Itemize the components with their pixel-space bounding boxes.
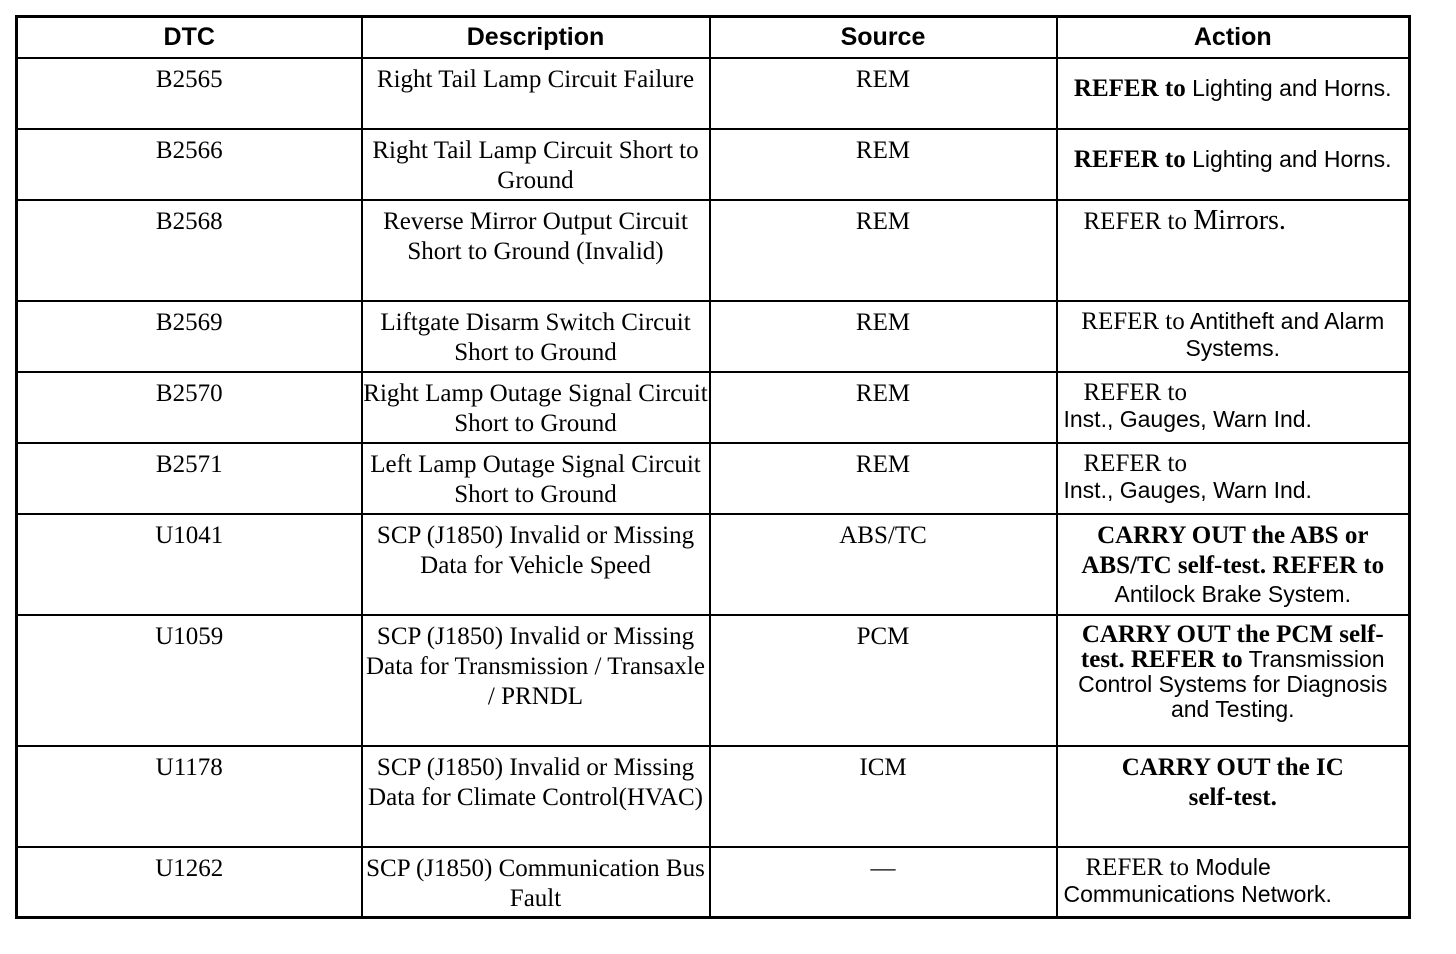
action-prefix: REFER to (1073, 74, 1186, 102)
action-reference: Transmission Control Systems for Diagnosis and Testing. (1078, 645, 1388, 722)
table-row (17, 443, 1410, 514)
dtc-cell (17, 847, 362, 918)
action-cell (1057, 200, 1410, 301)
dtc-source: ICM (859, 753, 907, 781)
table-row (17, 615, 1410, 746)
dtc-action (1062, 377, 1405, 433)
dtc-action (1062, 134, 1405, 173)
action-reference: Antitheft and Alarm Systems. (1185, 307, 1385, 361)
action-cell (1057, 129, 1410, 200)
dtc-description: SCP (J1850) Invalid or Missing Data for Transmission / Transaxle / PRNDL (366, 622, 705, 710)
dtc-description: Reverse Mirror Output Circuit Short to Ground (Invalid) (383, 207, 688, 265)
action-cell (1057, 301, 1410, 372)
dtc-description: Right Lamp Outage Signal Circuit Short to Ground (363, 379, 708, 437)
dtc-code: U1262 (155, 854, 224, 882)
column-header-source: Source (710, 17, 1057, 58)
dtc-action (1062, 519, 1405, 608)
dtc-source: — (870, 854, 896, 882)
action-cell (1057, 746, 1410, 847)
source-cell (710, 301, 1057, 372)
dtc-source: REM (855, 379, 911, 407)
dtc-code: B2569 (155, 308, 223, 336)
action-reference: Mirrors. (1193, 204, 1286, 236)
dtc-cell (17, 746, 362, 847)
table-row (17, 301, 1410, 372)
description-cell (362, 514, 710, 615)
description-cell (362, 443, 710, 514)
action-prefix: CARRY OUT the IC self-test. (1121, 753, 1344, 811)
table-row (17, 58, 1410, 129)
table-row (17, 514, 1410, 615)
dtc-code: U1178 (155, 753, 223, 781)
dtc-action (1062, 751, 1405, 813)
description-cell (362, 615, 710, 746)
action-cell (1057, 514, 1410, 615)
dtc-source: REM (855, 207, 911, 235)
source-cell (710, 847, 1057, 918)
column-header-description: Description (362, 17, 710, 58)
action-reference: Module Communications Network. (1063, 853, 1332, 907)
source-cell (710, 615, 1057, 746)
dtc-source: REM (855, 308, 911, 336)
action-reference: Lighting and Horns. (1192, 74, 1392, 101)
dtc-code: B2565 (155, 65, 223, 93)
dtc-description: Liftgate Disarm Switch Circuit Short to Ground (380, 308, 691, 366)
description-cell (362, 301, 710, 372)
dtc-cell (17, 615, 362, 746)
dtc-action (1062, 205, 1405, 235)
dtc-source: ABS/TC (839, 521, 927, 549)
dtc-cell (17, 129, 362, 200)
dtc-code: U1041 (155, 521, 224, 549)
dtc-source: REM (855, 136, 911, 164)
column-header-dtc: DTC (17, 17, 362, 58)
action-reference: Antilock Brake System. (1114, 580, 1351, 607)
dtc-action (1062, 620, 1405, 722)
dtc-description: Left Lamp Outage Signal Circuit Short to Ground (370, 450, 701, 508)
action-cell (1057, 615, 1410, 746)
action-prefix: REFER to (1083, 449, 1187, 477)
action-prefix: REFER to (1083, 378, 1187, 406)
description-cell (362, 58, 710, 129)
action-reference: Lighting and Horns. (1192, 145, 1392, 172)
dtc-table (15, 15, 1411, 919)
action-prefix: REFER to (1085, 853, 1189, 881)
source-cell (710, 443, 1057, 514)
dtc-description: SCP (J1850) Invalid or Missing Data for Vehicle Speed (376, 521, 695, 579)
dtc-cell (17, 372, 362, 443)
dtc-cell (17, 443, 362, 514)
dtc-action (1062, 448, 1405, 504)
action-prefix: CARRY OUT the PCM self-test. REFER to (1080, 620, 1384, 673)
dtc-cell (17, 514, 362, 615)
dtc-action (1062, 852, 1405, 908)
source-cell (710, 129, 1057, 200)
dtc-code: B2571 (155, 450, 223, 478)
dtc-action (1062, 306, 1405, 362)
dtc-cell (17, 58, 362, 129)
dtc-action (1062, 63, 1405, 102)
dtc-code: B2570 (155, 379, 223, 407)
table-row (17, 372, 1410, 443)
dtc-source: PCM (856, 622, 910, 650)
header-row (17, 17, 1410, 58)
action-prefix: CARRY OUT the ABS or ABS/TC self-test. REFER to (1081, 521, 1385, 579)
dtc-table-container (15, 15, 1408, 919)
source-cell (710, 200, 1057, 301)
action-cell (1057, 443, 1410, 514)
dtc-cell (17, 301, 362, 372)
column-header-action: Action (1057, 17, 1410, 58)
dtc-code: U1059 (155, 622, 224, 650)
description-cell (362, 847, 710, 918)
source-cell (710, 746, 1057, 847)
table-row (17, 847, 1410, 918)
action-reference: Inst., Gauges, Warn Ind. (1063, 405, 1312, 432)
table-row (17, 746, 1410, 847)
dtc-description: SCP (J1850) Invalid or Missing Data for Climate Control(HVAC) (368, 753, 703, 811)
dtc-code: B2568 (155, 207, 223, 235)
dtc-source: REM (855, 450, 911, 478)
action-prefix: REFER to (1081, 307, 1185, 335)
action-prefix: REFER to (1073, 145, 1186, 173)
source-cell (710, 372, 1057, 443)
source-cell (710, 58, 1057, 129)
table-row (17, 129, 1410, 200)
dtc-code: B2566 (155, 136, 223, 164)
dtc-cell (17, 200, 362, 301)
dtc-description: Right Tail Lamp Circuit Failure (376, 65, 695, 93)
source-cell (710, 514, 1057, 615)
action-cell (1057, 58, 1410, 129)
description-cell (362, 372, 710, 443)
action-reference: Inst., Gauges, Warn Ind. (1063, 476, 1312, 503)
description-cell (362, 200, 710, 301)
action-prefix: REFER to (1083, 207, 1187, 235)
table-row (17, 200, 1410, 301)
dtc-description: Right Tail Lamp Circuit Short to Ground (372, 136, 699, 194)
dtc-description: SCP (J1850) Communication Bus Fault (366, 854, 705, 912)
dtc-source: REM (855, 65, 911, 93)
description-cell (362, 129, 710, 200)
action-cell (1057, 847, 1410, 918)
description-cell (362, 746, 710, 847)
action-cell (1057, 372, 1410, 443)
